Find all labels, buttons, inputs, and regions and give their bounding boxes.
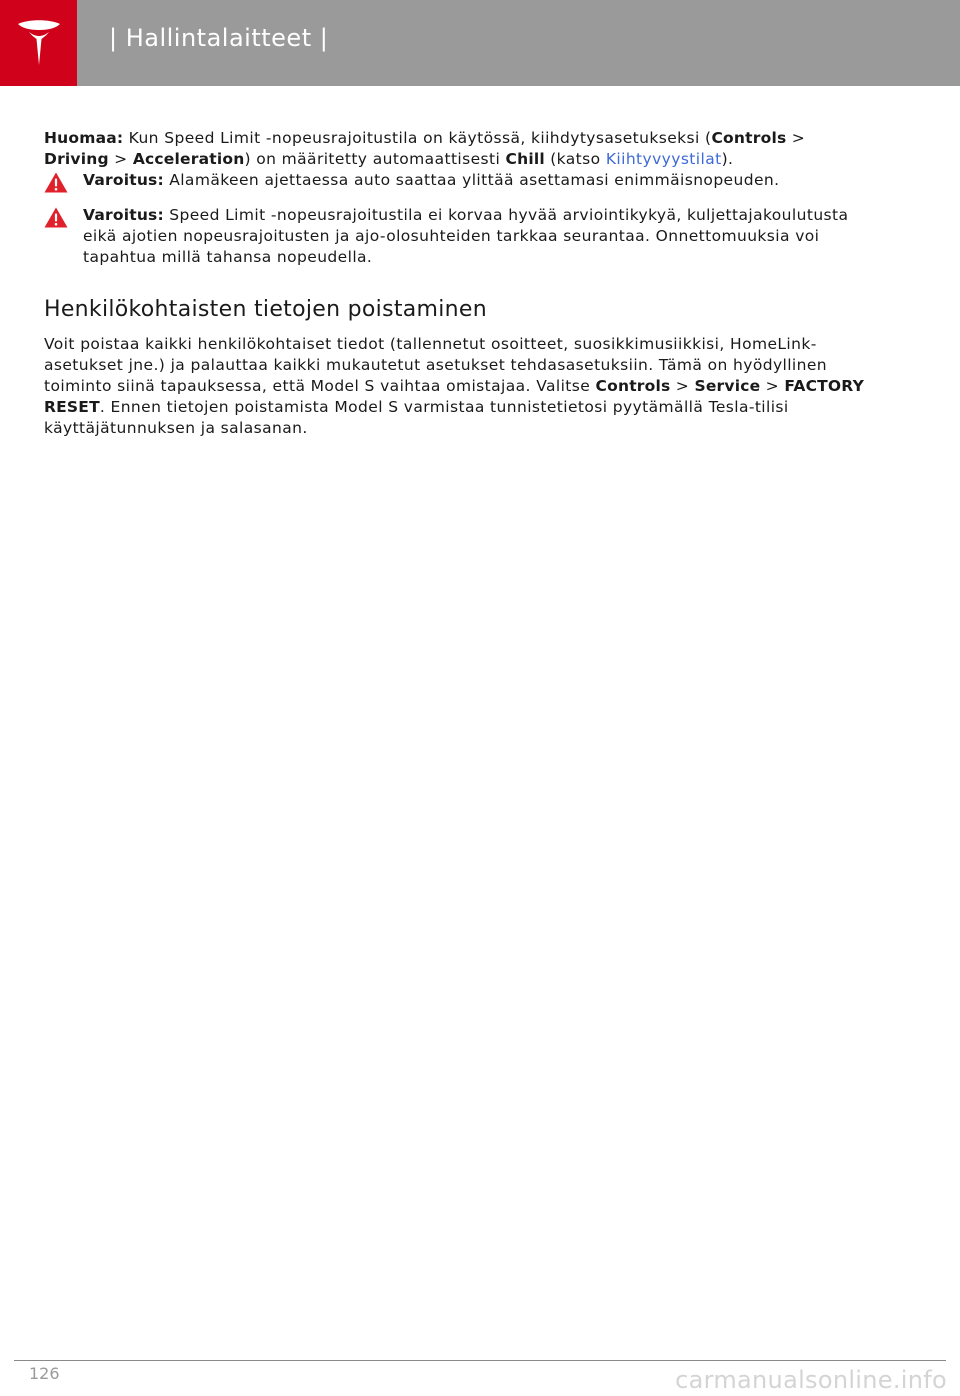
note-text: ). bbox=[721, 150, 734, 168]
note-lead: Huomaa: bbox=[44, 129, 124, 147]
section-menu-service: Service bbox=[694, 377, 761, 395]
warning-triangle-icon bbox=[44, 207, 68, 228]
note-text: Kun Speed Limit -nopeusrajoitustila on käytössä, kiihdytysasetukseksi ( bbox=[123, 129, 712, 147]
note-menu-controls: Controls bbox=[711, 129, 787, 147]
page-number: 126 bbox=[29, 1364, 60, 1383]
warning-lead: Varoitus: bbox=[83, 171, 164, 189]
warning-body: Speed Limit -nopeusrajoitustila ei korvaa hyvää arviointikykyä, kuljettajakoulutusta eikä ajotien nopeusrajoitusten ja ajo-olosuhteiden tarkkaa seurantaa. Onnettomuuksia voi tapahtua millä tahansa nopeudella. bbox=[83, 206, 849, 266]
page-content bbox=[44, 128, 874, 439]
warning-lead: Varoitus: bbox=[83, 206, 164, 224]
section-menu-controls: Controls bbox=[595, 377, 671, 395]
section-paragraph bbox=[44, 334, 874, 439]
section-separator: > bbox=[670, 377, 695, 395]
section-heading: Henkilökohtaisten tietojen poistaminen bbox=[44, 297, 487, 322]
note-separator: > bbox=[108, 150, 133, 168]
note-separator: > bbox=[786, 129, 806, 147]
tesla-logo-icon bbox=[16, 18, 62, 68]
note-menu-driving: Driving bbox=[44, 150, 109, 168]
kiihtyvyystilat-link[interactable]: Kiihtyvyystilat bbox=[605, 150, 722, 168]
note-text: (katso bbox=[544, 150, 606, 168]
note-menu-acceleration: Acceleration bbox=[132, 150, 245, 168]
note-mode-chill: Chill bbox=[505, 150, 545, 168]
warning-body: Alamäkeen ajettaessa auto saattaa ylittää asettamasi enimmäisnopeuden. bbox=[163, 171, 780, 189]
note-text: ) on määritetty automaattisesti bbox=[244, 150, 506, 168]
warning-block bbox=[44, 205, 874, 268]
section-separator: > bbox=[760, 377, 785, 395]
section-text: Voit poistaa kaikki henkilökohtaiset tiedot (tallennetut osoitteet, suosikkimusiikkisi, HomeLink-asetukset jne.) ja palauttaa kaikki mukautetut asetukset tehdasasetuksiin. Tämä on hyödyllinen toiminto siinä tapauksessa, että Model S vaihtaa omistajaa. Valitse bbox=[44, 335, 828, 395]
watermark: carmanualsonline.info bbox=[675, 1366, 947, 1394]
warning-text bbox=[83, 205, 874, 268]
section-text: . Ennen tietojen poistamista Model S varmistaa tunnistetietosi pyytämällä Tesla-tilisi käyttäjätunnuksen ja salasanan. bbox=[44, 398, 789, 437]
footer-divider bbox=[14, 1360, 946, 1361]
warning-block bbox=[44, 170, 874, 191]
section-menu-factory-reset: FACTORY RESET bbox=[44, 377, 865, 416]
warning-text bbox=[83, 170, 874, 191]
page-title: | Hallintalaitteet | bbox=[109, 24, 329, 52]
note-paragraph bbox=[44, 128, 874, 170]
logo-box bbox=[0, 0, 77, 86]
warning-triangle-icon bbox=[44, 172, 68, 193]
page-header bbox=[0, 0, 960, 86]
